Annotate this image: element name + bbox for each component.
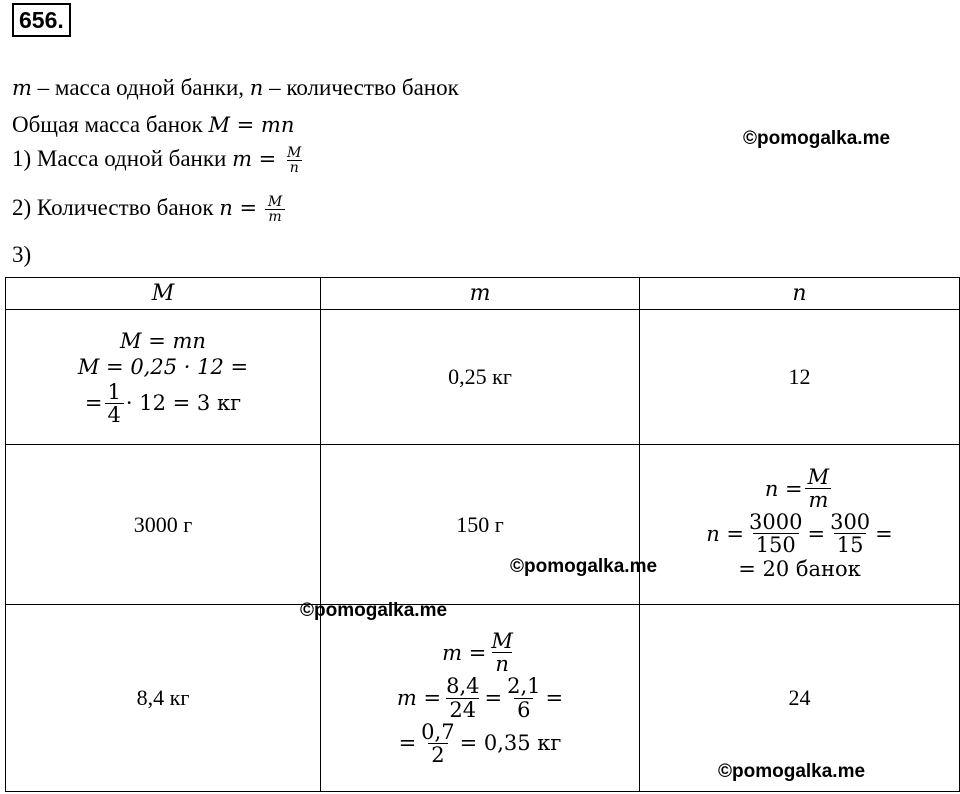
- row2-n-fraction-3: [827, 511, 873, 556]
- row3-m-den1: 24: [446, 698, 479, 721]
- watermark: ©pomogalka.me: [743, 128, 891, 149]
- step-2: [12, 193, 287, 225]
- row3-m-den: n: [492, 652, 512, 675]
- row3-m-fraction-2: [443, 675, 482, 720]
- row1-M-den: 4: [105, 403, 124, 426]
- step-2-fraction: [265, 195, 285, 225]
- row2-n-line2-mid: =: [807, 521, 826, 546]
- row3-m-fraction-4: [418, 721, 457, 766]
- intro-line-1: [12, 73, 459, 103]
- row1-M-fraction: [105, 381, 124, 426]
- row3-m-line2: [321, 675, 639, 720]
- watermark: ©pomogalka.me: [718, 761, 866, 782]
- problem-number: 656.: [12, 3, 71, 37]
- row3-m-line1: [321, 630, 639, 675]
- intro-text-a: – масса одной банки,: [31, 75, 250, 100]
- row2-n-den1: 150: [753, 533, 799, 556]
- row3-m-line2-lhs: m =: [396, 685, 442, 710]
- table-header-row: [6, 278, 960, 310]
- watermark: ©pomogalka.me: [510, 556, 658, 577]
- intro-text-b: – количество банок: [263, 75, 459, 100]
- step-1-text: 1) Масса одной банки: [12, 146, 233, 171]
- row3-m-line2-mid: =: [484, 685, 503, 710]
- step-1: [12, 144, 306, 176]
- header-m: m: [321, 278, 640, 310]
- row1-M-cell: [6, 310, 321, 445]
- row1-n-cell: 12: [640, 310, 960, 445]
- row1-M-line3-post: · 12 = 3 кг: [125, 391, 242, 416]
- step-2-text: 2) Количество банок: [12, 195, 220, 220]
- step-1-num: M: [287, 144, 302, 161]
- row2-n-line3: = 20 банок: [738, 557, 861, 582]
- row2-n-num: M: [807, 465, 830, 490]
- row3-m-line3-pre: =: [398, 730, 417, 755]
- var-n: n: [249, 76, 264, 100]
- step-3: 3): [12, 242, 32, 267]
- step-1-den: n: [287, 160, 302, 176]
- row3-n-cell: 24: [640, 605, 960, 792]
- row2-M-cell: 3000 г: [6, 445, 321, 605]
- table-row: [6, 310, 960, 445]
- row3-m-cell: [321, 605, 640, 792]
- step-2-den: m: [265, 209, 284, 225]
- step-1-fraction: [284, 146, 304, 176]
- step-1-lhs: m =: [232, 147, 277, 171]
- row1-M-line2: M = 0,25 · 12 =: [77, 355, 249, 380]
- row3-m-line1-lhs: m =: [442, 640, 487, 665]
- row2-m-cell: 150 г: [321, 445, 640, 605]
- row3-m-num3: 0,7: [421, 719, 455, 744]
- header-M: M: [6, 278, 321, 310]
- row3-M-cell: 8,4 кг: [6, 605, 321, 792]
- row1-M-num: 1: [107, 379, 121, 404]
- var-m: m: [12, 76, 32, 100]
- total-mass-text: Общая масса банок: [12, 112, 209, 137]
- row2-n-cell: [640, 445, 960, 605]
- row2-n-fraction-2: [746, 511, 805, 556]
- row2-n-line2: [640, 511, 959, 556]
- row3-m-den3: 2: [428, 743, 447, 766]
- row1-M-line3-pre: =: [84, 391, 103, 416]
- row2-n-num1: 3000: [749, 510, 803, 535]
- step-2-num: M: [267, 193, 283, 210]
- row1-M-line3: [6, 381, 320, 426]
- row3-m-den2: 6: [514, 698, 533, 721]
- header-n: n: [640, 278, 960, 310]
- row2-n-line1: [640, 466, 959, 511]
- row2-n-fraction-1: [805, 466, 833, 511]
- row2-n-den2: 15: [834, 533, 867, 556]
- total-mass-formula: M = mn: [208, 113, 295, 137]
- row3-m-line2-post: =: [545, 685, 564, 710]
- row3-m-num1: 8,4: [446, 674, 480, 699]
- intro-line-2: [12, 110, 294, 140]
- table-row: [6, 445, 960, 605]
- row3-m-num2: 2,1: [507, 674, 541, 699]
- row1-m-cell: 0,25 кг: [321, 310, 640, 445]
- row2-n-line1-lhs: n =: [764, 476, 803, 501]
- row3-m-fraction-3: [504, 675, 543, 720]
- row2-n-line2-post: =: [875, 521, 893, 546]
- row2-n-den: m: [805, 488, 831, 511]
- row2-n-num2: 300: [830, 510, 871, 535]
- row3-m-line3: [321, 721, 639, 766]
- row2-n-line2-lhs: n =: [706, 521, 745, 546]
- watermark: ©pomogalka.me: [300, 600, 448, 621]
- solution-table: [5, 277, 960, 792]
- row3-m-fraction-1: [488, 630, 516, 675]
- step-2-lhs: n =: [219, 196, 258, 220]
- row3-m-num: M: [491, 629, 513, 654]
- row1-M-line1: M = mn: [120, 329, 206, 354]
- row3-m-line3-post: = 0,35 кг: [459, 730, 562, 755]
